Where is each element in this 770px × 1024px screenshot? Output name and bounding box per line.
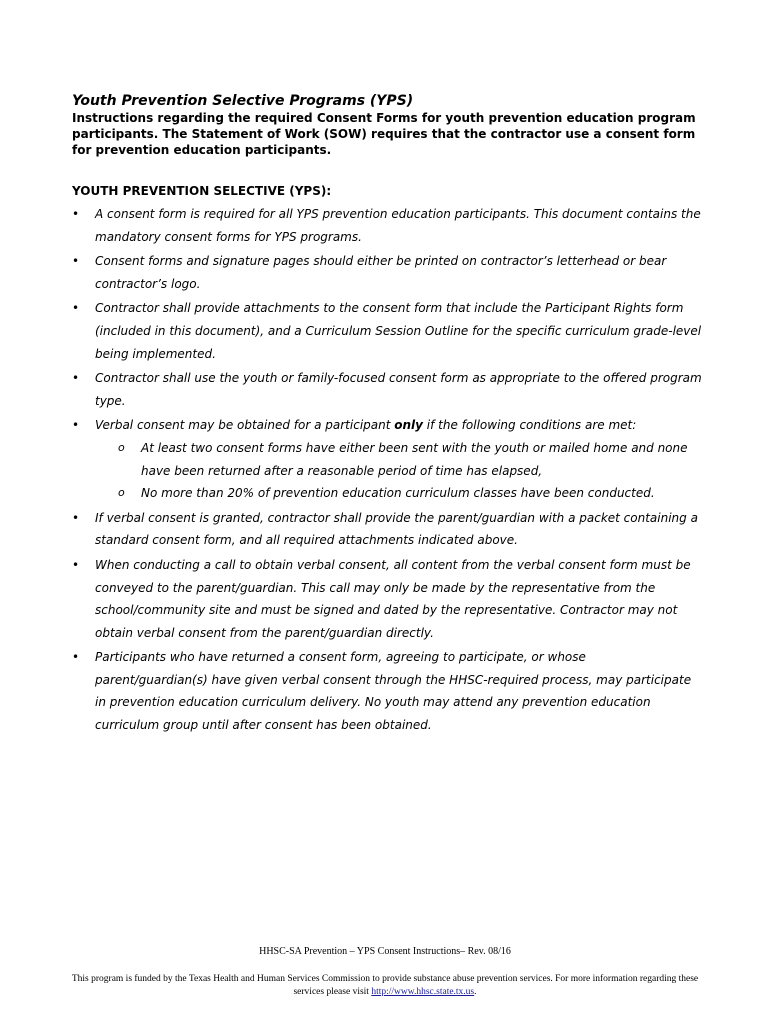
sub-list-item <box>95 437 702 482</box>
bullet-icon: • <box>72 301 80 316</box>
sub-list-item <box>95 482 702 505</box>
bullet-text: When conducting a call to obtain verbal consent, all content from the verbal consent form must be conveyed to the parent/guardian. This call may only be made by the representative from the school/community site and must be signed and dated by the representative. Contractor may not obtain verbal consent from the parent/guardian directly. <box>95 557 691 640</box>
bullet-text: Consent forms and signature pages should either be printed on contractor’s letterhead or bear contractor’s logo. <box>95 254 667 291</box>
list-item <box>72 367 702 412</box>
sub-bullet-icon: o <box>118 440 125 454</box>
bullet-icon: • <box>72 557 80 572</box>
list-item <box>72 297 702 365</box>
section-heading: YOUTH PREVENTION SELECTIVE (YPS): <box>72 184 332 198</box>
funding-text-end: . <box>474 986 477 997</box>
list-item <box>72 646 702 736</box>
bullet-icon: • <box>72 418 80 433</box>
verbal-text-before: Verbal consent may be obtained for a participant <box>95 418 395 433</box>
sub-item-text: At least two consent forms have either been sent with the youth or mailed home and none have been returned after a reasonable period of time has elapsed, <box>141 440 688 478</box>
document-body <box>72 92 702 739</box>
list-item <box>72 507 702 552</box>
list-item <box>72 554 702 644</box>
bullet-text: If verbal consent is granted, contractor shall provide the parent/guardian with a packet containing a standard consent form, and all required attachments indicated above. <box>95 510 698 548</box>
bullet-icon: • <box>72 254 80 269</box>
bullet-text: Participants who have returned a consent form, agreeing to participate, or whose parent/guardian(s) have given verbal consent through the HHSC-required process, may participate in prevention education curriculum delivery. No youth may attend any prevention education curriculum group until after consent has been obtained. <box>95 650 692 733</box>
footer-funding-note <box>60 973 710 998</box>
list-item <box>72 250 702 295</box>
intro-paragraph: Instructions regarding the required Consent Forms for youth prevention education program participants. The Statement of Work (SOW) requires that the contractor use a consent form for prevention education participants. <box>72 111 696 157</box>
bullet-text: Contractor shall provide attachments to the consent form that include the Participant Rights form (included in this document), and a Curriculum Session Outline for the specific curriculum grade-level being implemented. <box>95 301 702 361</box>
hhsc-website-link[interactable]: http://www.hhsc.state.tx.us <box>371 986 475 997</box>
verbal-conditions-list <box>95 437 702 505</box>
sub-item-text: No more than 20% of prevention education curriculum classes have been conducted. <box>141 486 655 501</box>
bullet-text: Contractor shall use the youth or family-focused consent form as appropriate to the offered program type. <box>95 371 702 408</box>
list-item <box>72 414 702 504</box>
bullet-icon: • <box>72 207 80 221</box>
sub-bullet-icon: o <box>118 486 125 500</box>
consent-requirements-list <box>72 203 702 737</box>
list-item <box>72 203 702 248</box>
verbal-text-emphasis: only <box>394 418 423 433</box>
footer-revision: HHSC-SA Prevention – YPS Consent Instructions– Rev. 08/16 <box>259 946 511 957</box>
verbal-text-after: if the following conditions are met: <box>422 418 637 433</box>
bullet-icon: • <box>72 650 80 665</box>
verbal-consent-text <box>95 418 636 432</box>
bullet-icon: • <box>72 371 80 386</box>
bullet-text: A consent form is required for all YPS prevention education participants. This document contains the mandatory consent forms for YPS programs. <box>95 207 701 244</box>
funding-text: This program is funded by the Texas Health and Human Services Commission to provide substance abuse prevention services. For more information regarding these services please visit <box>71 974 699 997</box>
document-title: Youth Prevention Selective Programs (YPS) <box>72 93 414 109</box>
bullet-icon: • <box>72 510 80 525</box>
